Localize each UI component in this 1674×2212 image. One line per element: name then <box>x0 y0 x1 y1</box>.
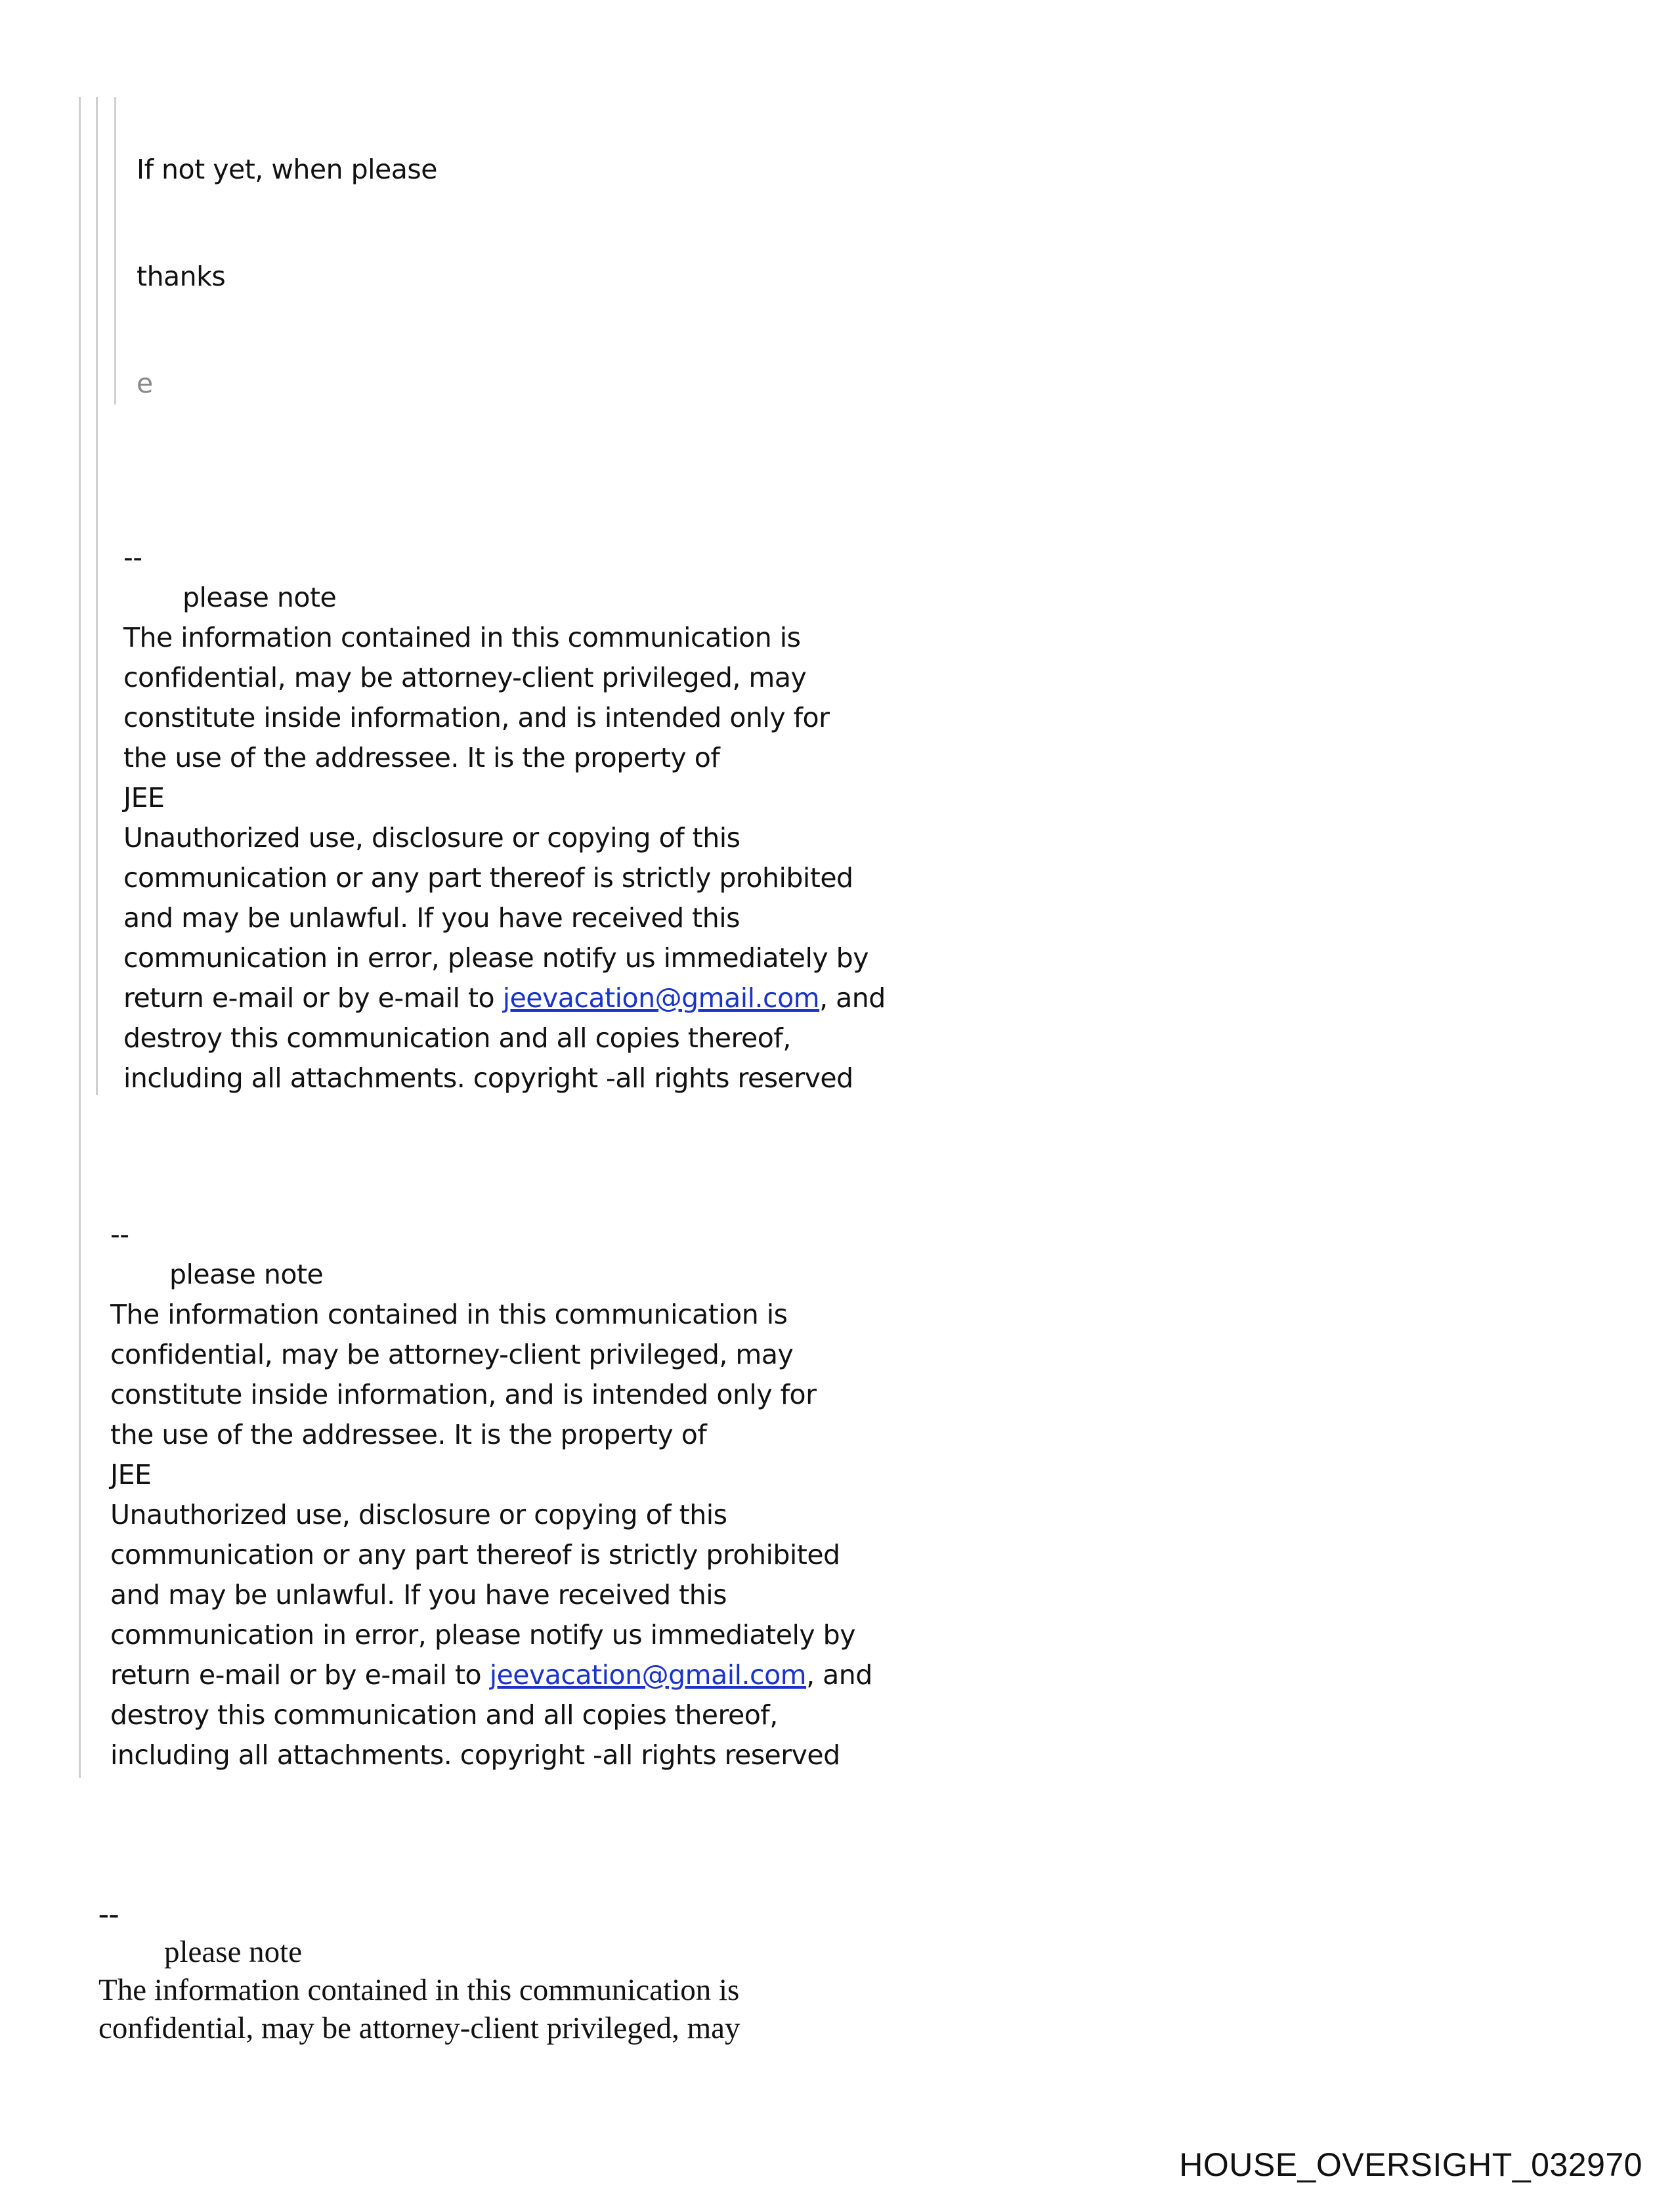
disclaimer-line: destroy this communication and all copies thereof, <box>123 1022 791 1054</box>
email-suffix: , and <box>806 1659 872 1691</box>
signature-block-2 <box>110 1215 872 1775</box>
signature-block-3 <box>98 1895 740 2047</box>
disclaimer-line: communication in error, please notify us immediately by <box>110 1619 855 1651</box>
disclaimer-line: The information contained in this communication is <box>110 1299 788 1330</box>
disclaimer-line: constitute inside information, and is intended only for <box>123 702 830 733</box>
disclaimer-line: and may be unlawful. If you have received this <box>110 1579 727 1611</box>
signature-block-1 <box>123 538 886 1098</box>
disclaimer-line: including all attachments. copyright -all rights reserved <box>110 1739 840 1771</box>
quote-rule-outer <box>79 97 81 1778</box>
email-suffix: , and <box>819 982 886 1014</box>
signature-separator: -- <box>123 542 142 573</box>
signature-separator: -- <box>110 1219 129 1250</box>
quoted-spacer <box>137 190 437 257</box>
disclaimer-line: Unauthorized use, disclosure or copying of this <box>110 1499 727 1530</box>
disclaimer-line: confidential, may be attorney-client privileged, may <box>98 2011 740 2045</box>
quoted-line-2: thanks <box>137 261 226 292</box>
bates-stamp: HOUSE_OVERSIGHT_032970 <box>1179 2146 1642 2183</box>
please-note-label: please note <box>169 1259 324 1290</box>
disclaimer-line: Unauthorized use, disclosure or copying of this <box>123 822 740 854</box>
please-note-label: please note <box>164 1935 303 1969</box>
disclaimer-line: including all attachments. copyright -all rights reserved <box>123 1062 853 1094</box>
disclaimer-line: communication or any part thereof is strictly prohibited <box>123 862 853 894</box>
quoted-line-1: If not yet, when please <box>137 154 437 185</box>
quote-rule-middle <box>96 97 98 1095</box>
quoted-spacer <box>137 297 437 364</box>
disclaimer-line: communication or any part thereof is strictly prohibited <box>110 1539 840 1571</box>
disclaimer-line: The information contained in this communication is <box>98 1973 740 2007</box>
email-link[interactable]: jeevacation@gmail.com <box>489 1659 807 1691</box>
disclaimer-line: and may be unlawful. If you have received this <box>123 902 740 934</box>
disclaimer-line: communication in error, please notify us immediately by <box>123 942 869 974</box>
quote-rule-inner <box>114 97 116 404</box>
disclaimer-line: the use of the addressee. It is the property of <box>123 742 720 773</box>
disclaimer-line: constitute inside information, and is intended only for <box>110 1379 817 1410</box>
disclaimer-line: confidential, may be attorney-client privileged, may <box>123 662 807 693</box>
disclaimer-line: confidential, may be attorney-client privileged, may <box>110 1339 794 1370</box>
disclaimer-email-line <box>110 1655 872 1695</box>
disclaimer-email-line <box>123 978 886 1018</box>
signature-separator: -- <box>98 1897 119 1931</box>
disclaimer-line: JEE <box>110 1459 152 1490</box>
quoted-reply <box>137 150 437 404</box>
email-prefix: return e-mail or by e-mail to <box>123 982 503 1014</box>
disclaimer-line: destroy this communication and all copies thereof, <box>110 1699 778 1731</box>
quoted-line-3: e <box>137 368 153 399</box>
email-prefix: return e-mail or by e-mail to <box>110 1659 490 1691</box>
disclaimer-line: JEE <box>123 782 165 813</box>
disclaimer-line: the use of the addressee. It is the property of <box>110 1419 707 1450</box>
disclaimer-line: The information contained in this communication is <box>123 622 801 653</box>
please-note-label: please note <box>182 582 337 613</box>
email-link[interactable]: jeevacation@gmail.com <box>502 982 820 1014</box>
